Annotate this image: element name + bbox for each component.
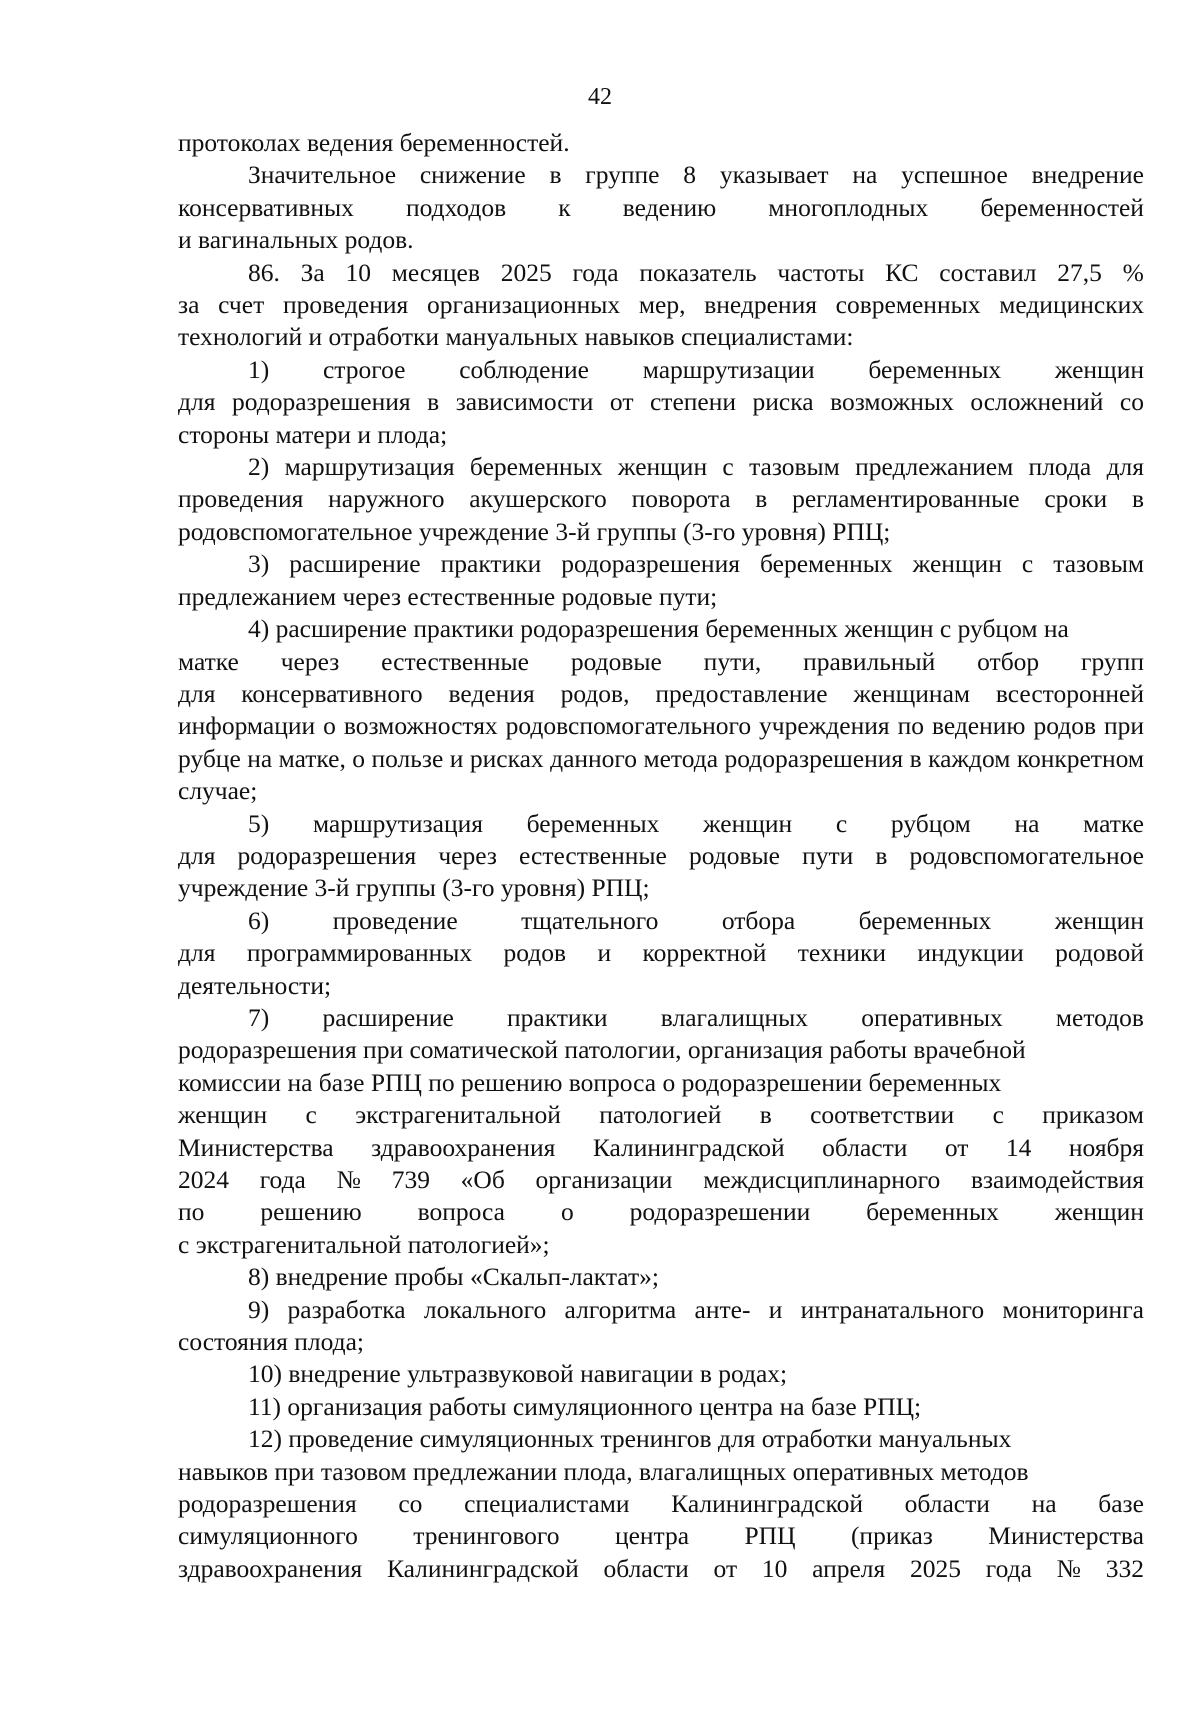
document-body — [178, 127, 1144, 1585]
word: многоплодных — [768, 192, 929, 222]
word: области — [822, 1132, 908, 1162]
word: 6) — [248, 905, 270, 935]
page-number: 42 — [588, 84, 612, 110]
word: показатель — [639, 257, 757, 287]
list-item-4: для консервативного ведения родов, предоставление женщинам всесторонней информации о возможностях родовспомогательного учреждения по ведению родов при рубце на матке, о пользе и рисках данного метода родоразрешения в каждом конкретном случае; — [178, 678, 1144, 806]
list-item-7-line — [178, 1132, 1144, 1164]
word: по — [178, 1197, 205, 1227]
word: влагалищных — [660, 1002, 809, 1032]
word: тщательного — [521, 905, 659, 935]
list-item-7-line — [178, 1002, 1144, 1034]
paragraph-continuation: протоколах ведения беременностей. — [178, 128, 570, 157]
word: 10 — [345, 257, 371, 287]
word: соблюдение — [459, 354, 589, 384]
word: с — [305, 1100, 317, 1130]
word: РПЦ — [744, 1521, 796, 1551]
word: матке — [1083, 808, 1144, 838]
word: матке — [178, 646, 239, 676]
word: проведение — [332, 905, 458, 935]
word: Министерства — [178, 1132, 334, 1162]
word: маршрутизации — [642, 354, 815, 384]
word: беременных — [526, 808, 660, 838]
word: женщин — [178, 1100, 268, 1130]
list-item-12-line — [178, 1488, 1144, 1520]
word: практики — [506, 1002, 608, 1032]
word: 27,5 — [1057, 257, 1102, 287]
word: 5) — [248, 808, 270, 838]
word: подходов — [405, 192, 507, 222]
word: внедрение — [1031, 160, 1144, 190]
word: 2024 — [178, 1165, 229, 1194]
word: 1) — [248, 354, 270, 384]
word: отбора — [721, 905, 796, 935]
word: специалистами — [464, 1489, 630, 1519]
word: к — [558, 192, 571, 222]
word: % — [1122, 257, 1144, 287]
word: беременных — [866, 1197, 999, 1227]
word: Калининградской — [386, 1553, 579, 1583]
word: оперативных — [861, 1002, 1003, 1032]
word: патологией — [599, 1100, 722, 1130]
word: на — [1031, 1489, 1057, 1519]
word: года — [259, 1165, 306, 1194]
word: здравоохранения — [371, 1132, 556, 1162]
list-item-2: 2) маршрутизация беременных женщин с тазовым предлежанием плода для проведения наружного акушерского поворота в регламентированные сроки в родовспомогательное учреждение 3-й группы (3-го уровня) РПЦ; — [178, 452, 1144, 546]
word: женщин — [1054, 354, 1144, 384]
word: женщин — [1054, 905, 1144, 935]
word: области — [904, 1489, 990, 1519]
word: 332 — [1105, 1553, 1144, 1583]
word: Значительное — [248, 160, 397, 190]
word: для — [178, 938, 216, 968]
word: апреля — [812, 1553, 886, 1583]
list-item-4-line — [178, 646, 1144, 678]
word: тренингового — [413, 1521, 560, 1551]
word: родовые — [570, 646, 662, 676]
word: на — [852, 160, 878, 190]
word: 739 — [391, 1165, 430, 1194]
list-item-6-line — [178, 937, 1144, 969]
list-item-7-line — [178, 1196, 1144, 1228]
word: ноября — [1068, 1132, 1144, 1162]
word: отбор — [977, 646, 1040, 676]
list-item-7-line — [178, 1099, 1144, 1131]
word: частоты — [777, 257, 865, 287]
word: организации — [535, 1165, 673, 1194]
word: Калининградской — [592, 1132, 785, 1162]
word: с — [835, 808, 848, 838]
paragraph-line — [178, 192, 1144, 224]
list-item-11: 11) организация работы симуляционного центра на базе РПЦ; — [248, 1391, 922, 1421]
word: экстрагенитальной — [355, 1100, 561, 1130]
word: снижение — [419, 160, 526, 190]
word: корректной — [642, 938, 767, 968]
word: беременных — [868, 354, 1002, 384]
word: в — [549, 160, 562, 190]
word: родов — [503, 938, 567, 968]
list-item-12-line — [178, 1553, 1144, 1585]
word: За — [300, 257, 325, 287]
word: расширение — [322, 1002, 454, 1032]
word: естественные — [381, 646, 529, 676]
word: Калининградской — [671, 1489, 863, 1519]
word: 8 — [683, 160, 697, 190]
word: междисциплинарного — [703, 1165, 941, 1194]
word: строгое — [322, 354, 406, 384]
word: года — [572, 257, 619, 287]
word: указывает — [719, 160, 829, 190]
word: через — [280, 646, 340, 676]
word: симуляционного — [178, 1521, 358, 1551]
list-item-7-line: родоразрешения при соматической патологии, организация работы врачебной — [178, 1035, 1026, 1065]
word: беременностей — [980, 192, 1144, 222]
word: Министерства — [988, 1521, 1144, 1551]
word: методов — [1055, 1002, 1144, 1032]
list-item-10: 10) внедрение ультразвуковой навигации в родах; — [248, 1359, 788, 1389]
word: в — [759, 1100, 772, 1130]
word: о — [560, 1197, 574, 1227]
word: программированных — [246, 938, 473, 968]
word: соответствии — [810, 1100, 955, 1130]
word: 2025 — [500, 257, 552, 287]
word: здравоохранения — [178, 1553, 363, 1583]
word: успешное — [901, 160, 1008, 190]
list-item-1-line — [178, 354, 1144, 386]
list-item-7-line: комиссии на базе РПЦ по решению вопроса о родоразрешении беременных — [178, 1067, 1002, 1097]
word: консервативных — [178, 192, 354, 222]
list-item-5-line — [178, 808, 1144, 840]
list-item-8: 8) внедрение пробы «Скальп-лактат»; — [248, 1262, 659, 1292]
list-item-5: для родоразрешения через естественные родовые пути в родовспомогательное учреждение 3-й группы (3-го уровня) РПЦ; — [178, 840, 1144, 903]
word: со — [398, 1489, 423, 1519]
word: родоразрешения — [178, 1489, 357, 1519]
word: центра — [614, 1521, 690, 1551]
list-item-12-line: навыков при тазовом предлежании плода, влагалищных оперативных методов — [178, 1456, 1029, 1486]
word: решению — [260, 1197, 362, 1227]
word: 2025 — [910, 1553, 962, 1583]
list-item-7-line: с экстрагенитальной патологией»; — [178, 1229, 550, 1259]
word: группе — [585, 160, 660, 190]
word: приказом — [1042, 1100, 1144, 1130]
word: индукции — [917, 938, 1024, 968]
word: составил — [939, 257, 1037, 287]
word: рубцом — [890, 808, 971, 838]
word: беременных — [858, 905, 992, 935]
word: 10 — [761, 1553, 788, 1583]
word: месяцев — [391, 257, 480, 287]
list-item-6-line: деятельности; — [178, 970, 332, 1000]
list-item-12-line: 12) проведение симуляционных тренингов для отработки мануальных — [248, 1424, 1012, 1454]
word: от — [713, 1553, 738, 1583]
list-item-9: 9) разработка локального алгоритма анте- и интранатального мониторинга состояния плода; — [178, 1294, 1144, 1357]
word: маршрутизация — [312, 808, 483, 838]
word: с — [992, 1100, 1004, 1130]
word: техники — [797, 938, 886, 968]
word: на — [1014, 808, 1040, 838]
list-item-7-line — [178, 1164, 1144, 1196]
paragraph-line — [178, 257, 1144, 289]
word: вопроса — [417, 1197, 506, 1227]
word: от — [944, 1132, 969, 1162]
word: 14 — [1005, 1132, 1032, 1162]
word: 7) — [248, 1002, 270, 1032]
word: родовой — [1055, 938, 1144, 968]
word: взаимодействия — [970, 1165, 1144, 1194]
paragraph-line — [178, 159, 1144, 191]
word: женщин — [703, 808, 793, 838]
word: (приказ — [850, 1521, 933, 1551]
word: КС — [885, 257, 919, 287]
word: № — [336, 1165, 361, 1194]
word: «Об — [460, 1165, 505, 1194]
list-item-4-line: 4) расширение практики родоразрешения беременных женщин с рубцом на — [248, 614, 1069, 644]
word: групп — [1081, 646, 1144, 676]
word: родоразрешении — [629, 1197, 811, 1227]
word: базе — [1098, 1489, 1144, 1519]
word: № — [1056, 1553, 1081, 1583]
list-item-3: 3) расширение практики родоразрешения беременных женщин с тазовым предлежанием через естественные родовые пути; — [178, 549, 1144, 611]
word: 86. — [248, 257, 280, 287]
word: области — [603, 1553, 689, 1583]
paragraph-body: за счет проведения организационных мер, внедрения современных медицинских технологий и отработки мануальных навыков специалистами: — [178, 290, 1144, 352]
word: женщин — [1054, 1197, 1144, 1227]
word: и — [597, 938, 612, 968]
paragraph-line: и вагинальных родов. — [178, 225, 414, 255]
list-item-12-line — [178, 1520, 1144, 1552]
list-item-6-line — [178, 905, 1144, 937]
word: года — [985, 1553, 1032, 1583]
word: ведению — [622, 192, 717, 222]
list-item-1: для родоразрешения в зависимости от степени риска возможных осложнений со стороны матери и плода; — [178, 387, 1144, 449]
word: пути, — [703, 646, 762, 676]
word: правильный — [803, 646, 936, 676]
